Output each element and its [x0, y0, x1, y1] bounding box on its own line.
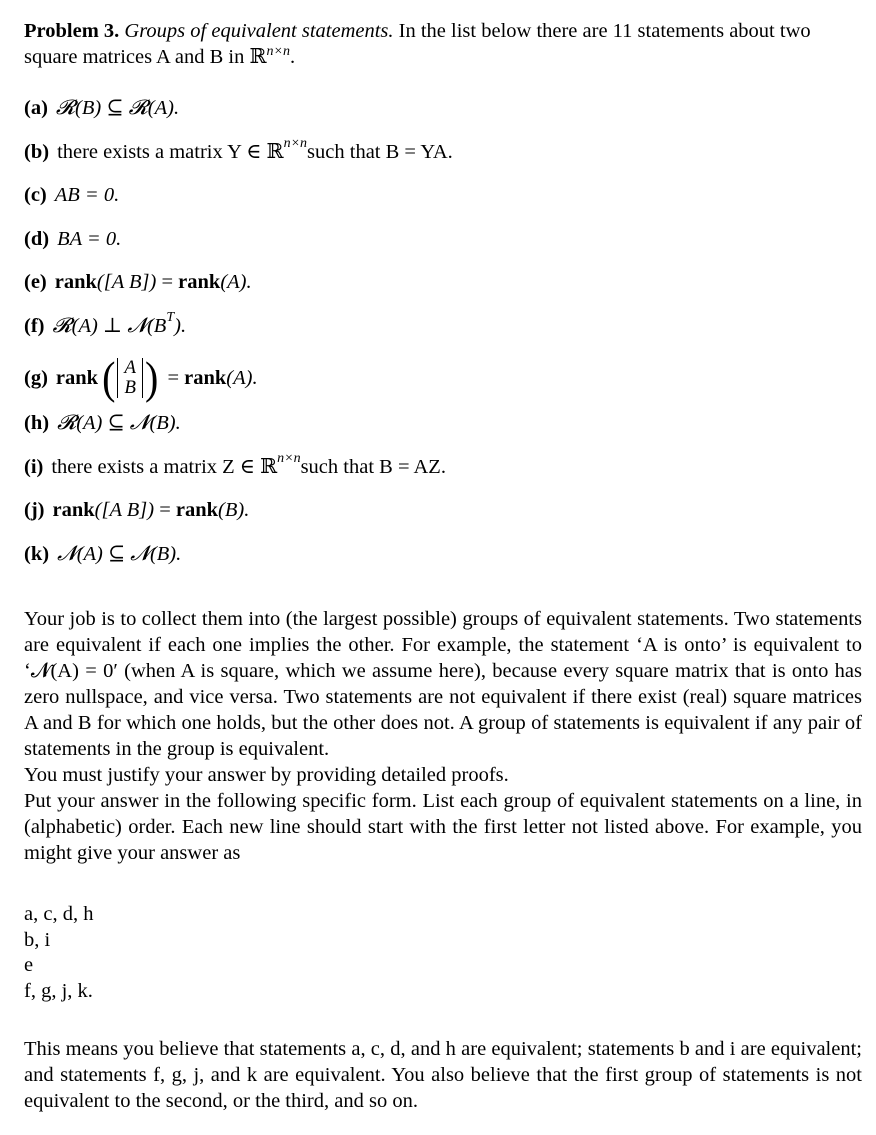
statement-b: (b) there exists a matrix Y ∈ ℝ n×n such that B = YA.	[24, 135, 453, 163]
example-answer	[24, 902, 862, 1004]
closing-paragraph: This means you believe that statements a, c, d, and h are equivalent; statements b and i are equivalent; and statements f, g, j, and k are equivalent. You also believe that the first group of statements is not equivalent to the second, or the third, and so on.	[24, 1038, 862, 1112]
statement-a: (a) 𝓡(B) ⊆ 𝓡(A).	[24, 97, 180, 119]
answer-line: e	[24, 954, 34, 976]
statement-i: (i) there exists a matrix Z ∈ ℝ n×n such that B = AZ.	[24, 450, 446, 478]
statement-f: (f) 𝓡(A) ⊥ 𝓝(B T ).	[24, 309, 187, 337]
answer-line: b, i	[24, 928, 51, 951]
problem-intro: Problem 3. Groups of equivalent statements. In the list below there are 11 statements about two square matrices A and B in ℝ$^{n\times n}$.	[24, 20, 811, 68]
instructions-paragraph-1: Your job is to collect them into (the largest possible) groups of equivalent statements. Two statements are equivalent if each one implies the other. For example, the statement ‘A is onto’ is equivalent to ‘𝓝(A) = 0′ (when A is square, which we assume here), because every square matrix that is onto has zero nullspace, and vice versa. Two statements are not equivalent if there exist (real) square matrices A and B for which one holds, but the other does not. A group of statements is equivalent if any pair of statements in the group is equivalent.	[24, 608, 862, 760]
statement-d: (d) BA = 0.	[24, 227, 122, 250]
problem-page	[24, 18, 862, 1135]
statement-e: (e) rank ([A B]) = rank (A).	[24, 271, 252, 293]
statement-k: (k) 𝓝(A) ⊆ 𝓝(B).	[24, 542, 182, 565]
problem-subtitle: Groups of equivalent statements.	[124, 20, 394, 42]
problem-number: Problem 3.	[24, 20, 120, 42]
statement-c: (c) AB = 0.	[24, 184, 120, 206]
answer-line: a, c, d, h	[24, 903, 94, 925]
statement-h: (h) 𝓡(A) ⊆ 𝓝(B).	[24, 412, 181, 434]
statement-list	[24, 95, 862, 584]
intro-text: In the list below there are 11 statements about two	[398, 20, 811, 42]
answer-line: f, g, j, k.	[24, 979, 93, 1002]
instructions-paragraph-2: You must justify your answer by providing detailed proofs.	[24, 764, 509, 786]
statement-g: (g) rank ( A B ) = rank (A).	[24, 351, 258, 404]
instructions-paragraph-3: Put your answer in the following specific form. List each group of equivalent statements on a line, in (alphabetic) order. Each new line should start with the first letter not listed above. For example, you might give your answer as	[24, 790, 862, 864]
instructions	[24, 606, 862, 866]
block-matrix: ( A B )	[102, 351, 159, 404]
statement-j: (j) rank ([A B]) = rank (B).	[24, 499, 250, 521]
intro-text-2: square matrices A and B in ℝ	[24, 46, 267, 68]
intro-sup: n×n	[266, 44, 290, 59]
